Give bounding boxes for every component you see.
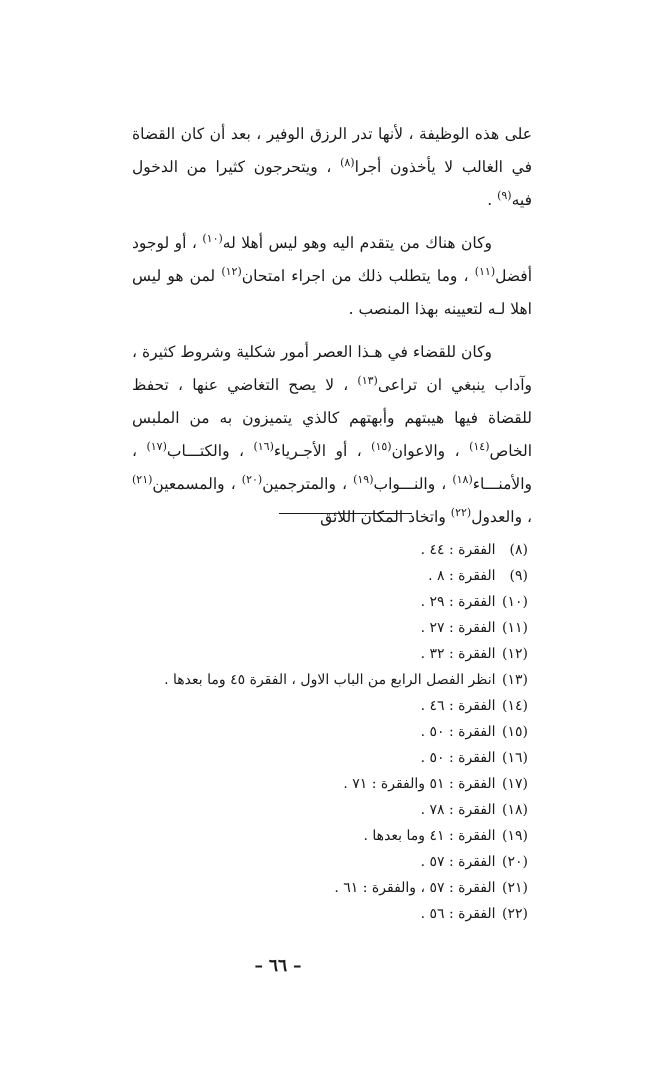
- footnote-number: (١٨): [502, 802, 528, 818]
- paragraph: [132, 118, 532, 217]
- text-segment: ، والكتـــاب: [166, 442, 254, 460]
- footnote-text: الفقرة : ٥١ والفقرة : ٧١ .: [343, 776, 496, 792]
- footnote-item: [28, 771, 528, 797]
- footnote-number: (١١): [502, 620, 528, 636]
- footnote-item: [28, 823, 528, 849]
- footnote-item: [28, 719, 528, 745]
- footnote-number: (٢٢): [502, 906, 528, 922]
- footnote-reference: (١٣): [357, 373, 378, 387]
- footnote-item: [28, 797, 528, 823]
- text-segment: ، والمسمعين: [152, 475, 242, 493]
- footnote-reference: (١٥): [371, 439, 392, 453]
- text-segment: لمن هو ليس اهلا لـه لتعيينه بهذا المنصب .: [132, 267, 532, 318]
- text-segment: ، والعدول: [471, 508, 532, 526]
- footnote-item: [28, 615, 528, 641]
- footnote-reference: (١٩): [353, 472, 374, 486]
- footnote-text: الفقرة : ٢٧ .: [420, 620, 496, 636]
- text-segment: وكان هناك من يتقدم اليه وهو ليس أهلا له: [222, 234, 492, 252]
- footnote-text: الفقرة : ٤٦ .: [420, 698, 496, 714]
- page-number: – ٦٦ –: [254, 956, 302, 976]
- footnote-reference: (١٨): [452, 472, 473, 486]
- footnote-text: الفقرة : ٧٨ .: [420, 802, 496, 818]
- footnote-divider: [279, 513, 412, 514]
- text-segment: ، والمترجمين: [262, 475, 354, 493]
- footnote-item: [28, 537, 528, 563]
- footnote-item: [28, 901, 528, 927]
- text-segment: ، أو لوجود أفضل: [132, 234, 533, 285]
- footnote-number: (٢١): [502, 880, 528, 896]
- text-segment: على هذه الوظيفة ، لأنها تدر الرزق الوفير ، بعد أن كان القضاة في الغالب لا يأخذون أجرا: [132, 125, 532, 176]
- body-text: [132, 118, 532, 534]
- text-segment: ، والأمنـــاء: [132, 442, 533, 493]
- footnote-item: [28, 849, 528, 875]
- footnote-number: (١٩): [502, 828, 528, 844]
- footnote-item: [28, 745, 528, 771]
- footnote-reference: (١٤): [469, 439, 490, 453]
- footnote-text: الفقرة : ٥٧ .: [420, 854, 496, 870]
- footnote-reference: (٢١): [132, 472, 153, 486]
- footnote-number: (١٥): [502, 724, 528, 740]
- paragraph: [132, 227, 532, 326]
- footnote-text: الفقرة : ٥٠ .: [420, 750, 496, 766]
- footnote-number: (٢٠): [502, 854, 528, 870]
- footnote-reference: (٩): [497, 188, 512, 202]
- footnote-reference: (٢٠): [241, 472, 263, 486]
- footnote-reference: (١٧): [146, 439, 167, 453]
- footnote-text: الفقرة : ٥٦ .: [420, 906, 496, 922]
- footnote-number: (١٣): [502, 672, 528, 688]
- text-segment: ، لا يصح التغاضي عنها ، تحفظ للقضاة فيها هيبتهم وأبهتهم كالذي يتميزون به من الملبس الخاص: [132, 376, 532, 460]
- footnote-item: [28, 589, 528, 615]
- text-segment: وكان للقضاء في هـذا العصر أمور شكلية وشروط كثيرة ، وآداب ينبغي ان تراعى: [132, 343, 533, 394]
- paragraph: [132, 336, 532, 534]
- footnote-text: الفقرة : ٥٧ ، والفقرة : ٦١ .: [334, 880, 496, 896]
- footnote-text: الفقرة : ٣٢ .: [420, 646, 496, 662]
- footnote-text: الفقرة : ٤١ وما بعدها .: [363, 828, 496, 844]
- footnote-reference: (١٦): [253, 439, 274, 453]
- footnote-text: الفقرة : ٤٤ .: [420, 542, 496, 558]
- footnote-text: الفقرة : ٥٠ .: [420, 724, 496, 740]
- text-segment: ، والاعوان: [391, 442, 470, 460]
- text-segment: ، أو الأجـرياء: [273, 442, 372, 460]
- footnote-number: (١٦): [502, 750, 528, 766]
- footnote-number: (١٤): [502, 698, 528, 714]
- text-segment: واتخاذ المكان اللائق: [320, 508, 451, 526]
- footnote-item: [28, 875, 528, 901]
- footnote-item: [28, 693, 528, 719]
- text-segment: .: [487, 191, 498, 209]
- footnote-number: (١٧): [502, 776, 528, 792]
- footnote-reference: (٢٢): [450, 505, 472, 519]
- text-segment: ، وما يتطلب ذلك من اجراء امتحان: [241, 267, 475, 285]
- footnote-item: [28, 641, 528, 667]
- footnote-reference: (١٠): [202, 231, 223, 245]
- footnote-item: [28, 563, 528, 589]
- footnote-reference: (٨): [340, 155, 355, 169]
- footnote-number: (١٠): [502, 594, 528, 610]
- footnote-text: الفقرة : ٢٩ .: [420, 594, 496, 610]
- footnote-text: انظر الفصل الرابع من الباب الاول ، الفقرة ٤٥ وما بعدها .: [164, 672, 496, 688]
- footnote-number: (٨): [509, 542, 528, 558]
- footnote-text: الفقرة : ٨ .: [428, 568, 496, 584]
- footnote-reference: (١٢): [221, 264, 242, 278]
- text-segment: ، والنـــواب: [373, 475, 453, 493]
- footnote-reference: (١١): [474, 264, 496, 278]
- text-segment: ، ويتحرجون كثيرا من الدخول فيه: [132, 158, 532, 209]
- footnote-number: (٩): [509, 568, 528, 584]
- footnote-list: [28, 537, 528, 927]
- footnote-item: [28, 667, 528, 693]
- footnote-number: (١٢): [502, 646, 528, 662]
